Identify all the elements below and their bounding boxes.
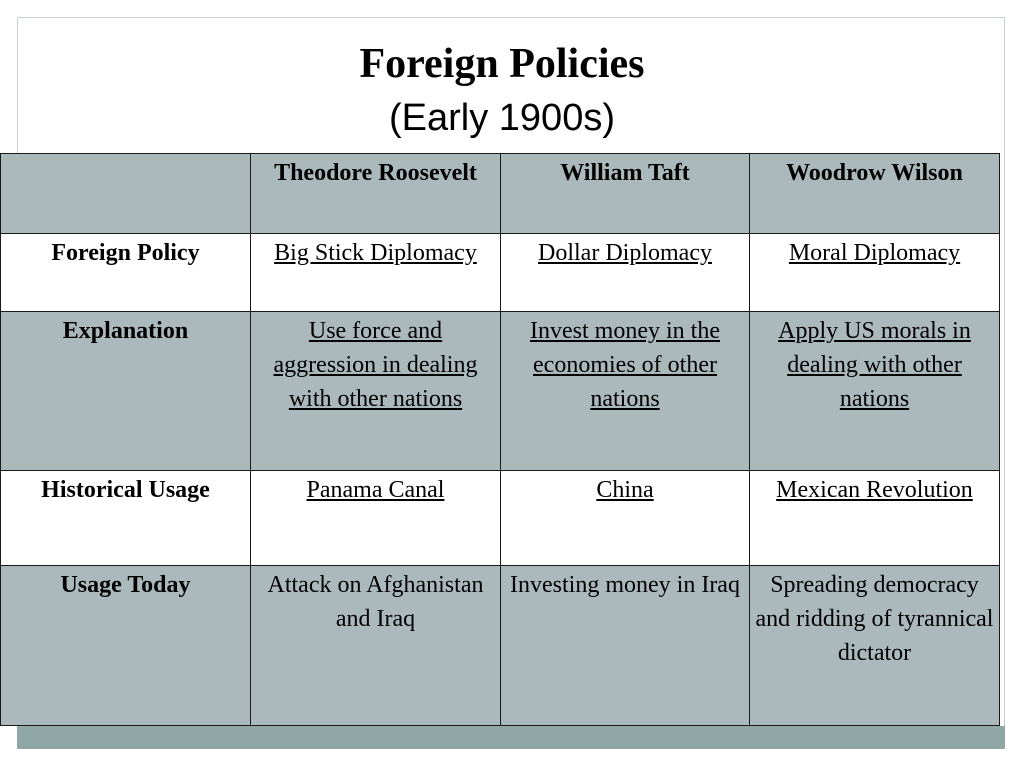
foreign-policies-table	[0, 153, 1000, 726]
cell-roosevelt-policy: Big Stick Diplomacy	[251, 234, 501, 312]
row-label-historical-usage: Historical Usage	[1, 470, 251, 565]
cell-roosevelt-historical: Panama Canal	[251, 470, 501, 565]
table-row-foreign-policy	[1, 234, 1000, 312]
header-wilson: Woodrow Wilson	[750, 154, 1000, 234]
slide-bottom-band	[17, 726, 1005, 749]
header-taft: William Taft	[501, 154, 750, 234]
slide-title: Foreign Policies	[359, 41, 645, 87]
cell-taft-today: Investing money in Iraq	[501, 565, 750, 725]
cell-roosevelt-today: Attack on Afghanistan and Iraq	[251, 565, 501, 725]
cell-roosevelt-explanation: Use force and aggression in dealing with other nations	[251, 312, 501, 470]
cell-wilson-today: Spreading democracy and ridding of tyrannical dictator	[750, 565, 1000, 725]
row-label-usage-today: Usage Today	[1, 565, 251, 725]
cell-wilson-historical: Mexican Revolution	[750, 470, 1000, 565]
table-row-historical-usage	[1, 470, 1000, 565]
table-row-usage-today	[1, 565, 1000, 725]
header-roosevelt: Theodore Roosevelt	[251, 154, 501, 234]
cell-taft-policy: Dollar Diplomacy	[501, 234, 750, 312]
slide-subtitle: (Early 1900s)	[389, 97, 615, 139]
cell-taft-historical: China	[501, 470, 750, 565]
table-row-explanation	[1, 312, 1000, 470]
cell-wilson-policy: Moral Diplomacy	[750, 234, 1000, 312]
row-label-explanation: Explanation	[1, 312, 251, 470]
table-header-row	[1, 154, 1000, 234]
row-label-foreign-policy: Foreign Policy	[1, 234, 251, 312]
cell-taft-explanation: Invest money in the economies of other nations	[501, 312, 750, 470]
cell-wilson-explanation: Apply US morals in dealing with other nations	[750, 312, 1000, 470]
header-corner-cell	[1, 154, 251, 234]
